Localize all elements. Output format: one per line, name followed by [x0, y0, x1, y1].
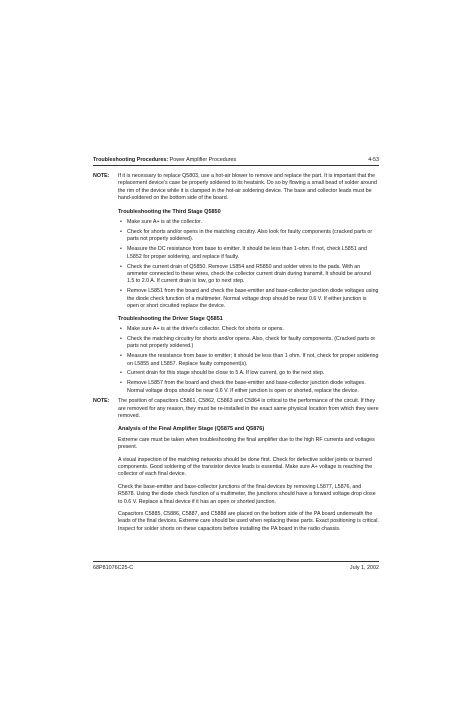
page-footer — [93, 565, 379, 571]
list-item: • Measure the DC resistance from base to emitter. It should be less than 1-ohm. If not, check L5851 and L5852 for proper soldering, and replace if faulty. — [120, 246, 367, 260]
paragraph: Capacitors C5885, C5886, C5887, and C5888 are placed on the bottom side of the PA board underneath the leads of the final devices. Extreme care should be used when replacing these parts. Exact positioning is critical. Inspect for solder shorts on these capacitors before installing the PA board in the radio chassis. — [118, 511, 379, 532]
list-item: • Remove L5857 from the board and check the base-emitter and base-collector junction diode voltages. Normal voltage drops should be near 0.6 V. If either junction is open or shorted, replace the device. — [120, 380, 366, 394]
list-item: • Make sure A+ is at the driver's collector. Check for shorts or opens. — [120, 325, 284, 332]
footer-date: July 1, 2002 — [349, 565, 379, 571]
footer-doc-number: 68P81076C25-C — [93, 565, 134, 571]
paragraph: Check the base-emitter and base-collector junctions of the final devices by removing L5877, L5876, and R5878. Using the diode check function of a multimeter, the junctions should have a forward voltage drop close to 0.6 V. Replace a final device if it has an open or shorted junction. — [118, 483, 376, 505]
list-item-text: Make sure A+ is at the collector. — [127, 219, 202, 226]
list-item: • Current drain for this stage should be close to 5 A. If low current, go to the next step. — [120, 370, 325, 377]
note-label: NOTE: — [93, 398, 110, 405]
third-stage-list — [118, 219, 379, 310]
note-text: If it is necessary to replace Q5803, use a hot-air blower to remove and replace the part. It is important that the replacement device's case be properly soldered to its heatsink. Do so by flowing a small bead of solder around the rim of the device while it is clamped in the hot-air soldering device. The base and collector leads must be hand-soldered on the bottom side of the board. — [118, 173, 377, 202]
header-section: Troubleshooting Procedures: — [93, 157, 169, 163]
header-title — [93, 157, 236, 163]
list-item-text: Make sure A+ is at the driver's collector. Check for shorts or opens. — [127, 325, 284, 332]
list-item-text: Check for shorts and/or opens in the matching circuitry. Also look for faulty components (cracked parts or parts not properly soldered). — [127, 228, 373, 243]
page-content — [93, 173, 379, 538]
section-heading-final-amplifier: Analysis of the Final Amplifier Stage (Q5875 and Q5876) — [118, 426, 265, 433]
paragraph: A visual inspection of the matching networks should be done first. Check for defective solder joints or burned components. Good soldering of the transistor device leads is essential. Make sure A+ voltage is reaching the collector of each final device. — [118, 456, 373, 478]
header-subsection: Power Amplifier Procedures — [169, 157, 237, 163]
note-capacitors — [93, 398, 379, 420]
footer-rule — [93, 561, 379, 562]
list-item-text: Check the current drain of Q5850. Remove L5854 and R5850 and solder wires to the pads. With an ammeter connected to these wires, check the collector current drain during transmit. It should be around 1.5 to 2.0 A. If current drain is low, go to next step. — [127, 263, 371, 285]
header-page-number: 4-53 — [368, 157, 379, 163]
list-item: • Check for shorts and/or opens in the matching circuitry. Also look for faulty components (cracked parts or parts not properly soldered). — [120, 228, 373, 243]
paragraph: Extreme care must be taken when troubleshooting the final amplifier due to the high RF currents and voltages present. — [118, 436, 375, 451]
list-item-text: Current drain for this stage should be close to 5 A. If low current, go to the next step. — [127, 370, 325, 377]
note-label: NOTE: — [93, 173, 110, 179]
section-heading-driver-stage: Troubleshooting the Driver Stage Q5851 — [118, 315, 223, 322]
page-header — [93, 157, 379, 163]
list-item: • Check the current drain of Q5850. Remove L5854 and R5850 and solder wires to the pads. With an ammeter connected to these wires, check the collector current drain during transmit. It should be around 1.5 to 2.0 A. If current drain is low, go to next step. — [120, 263, 371, 285]
note-text: The position of capacitors C5861, C5862, C5863 and C5864 is critical to the performance of the circuit. If they are removed for any reason, they must be re-installed in the exact same physical location from which they were removed. — [118, 398, 379, 419]
note-q5803 — [93, 173, 379, 203]
list-item-text: Remove L5857 from the board and check the base-emitter and base-collector junction diode voltages. Normal voltage drops should be near 0.6 V. If either junction is open or shorted, replace the device. — [127, 380, 366, 394]
list-item: • Measure the resistance from base to emitter; it should be less than 1 ohm. If not, check for proper soldering on L5855 and L5857. Replace faulty component(s). — [120, 353, 379, 367]
header-rule — [93, 165, 379, 166]
list-item-text: Check the matching circuitry for shorts and/or opens. Also, check for faulty components. (Cracked parts or parts not properly soldered.) — [127, 335, 376, 350]
list-item: • Remove L5851 from the board and check the base-emitter and base-collector junction diode voltages using the diode check function of a multimeter. Normal voltage drop should be near 0.6 V. If either junction is open or short circuited replace the device. — [120, 288, 379, 310]
list-item-text: Measure the DC resistance from base to emitter. It should be less than 1-ohm. If not, check L5851 and L5852 for proper soldering, and replace if faulty. — [127, 246, 367, 260]
list-item: • Check the matching circuitry for shorts and/or opens. Also, check for faulty components. (Cracked parts or parts not properly soldered.) — [120, 335, 376, 350]
driver-stage-list — [118, 326, 379, 395]
list-item-text: Remove L5851 from the board and check the base-emitter and base-collector junction diode voltages using the diode check function of a multimeter. Normal voltage drop should be near 0.6 V. If either junction is open or short circuited replace the device. — [127, 288, 379, 310]
section-heading-third-stage: Troubleshooting the Third Stage Q5850 — [118, 208, 221, 215]
list-item-text: Measure the resistance from base to emitter; it should be less than 1 ohm. If not, check for proper soldering on L5855 and L5857. Replace faulty component(s). — [127, 353, 379, 367]
list-item: • Make sure A+ is at the collector. — [120, 219, 202, 226]
